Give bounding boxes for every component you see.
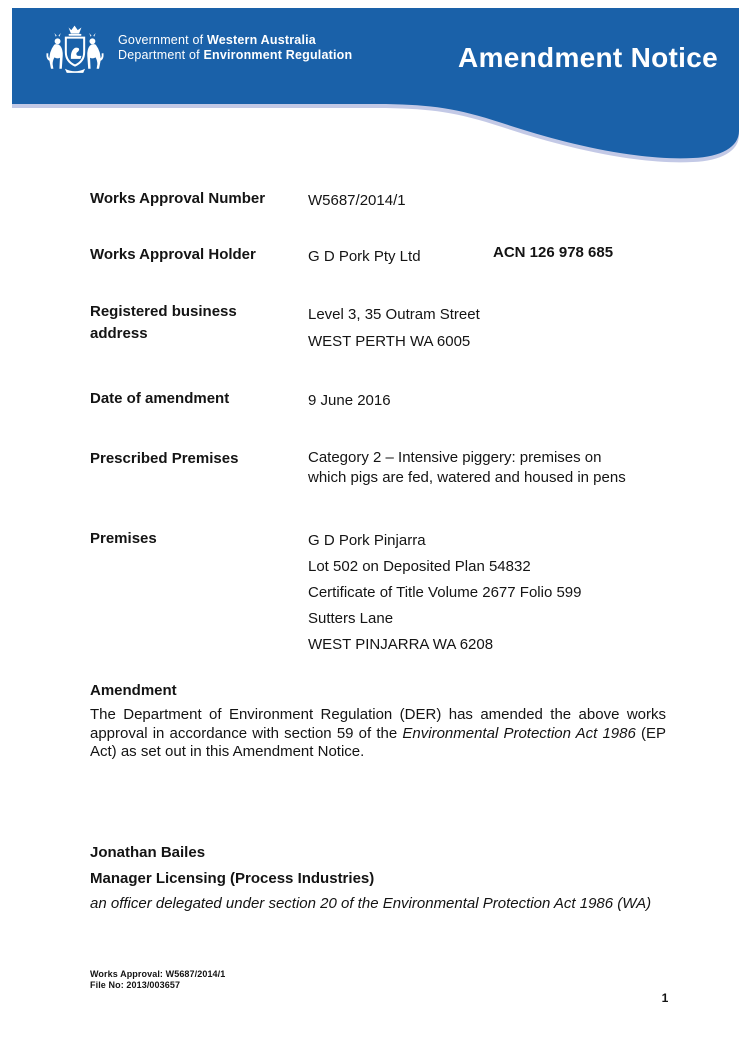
field-value: Category 2 – Intensive piggery: premises on [308,449,602,466]
field-value: W5687/2014/1 [308,192,406,209]
field-value: G D Pork Pinjarra [308,532,426,549]
field-label: Works Approval Holder [90,246,256,263]
signatory-delegation: an officer delegated under section 20 of the Environmental Protection Act 1986 (WA) [90,895,652,912]
government-line1: Government of Western Australia [118,33,316,47]
field-label: Premises [90,530,157,547]
signatory-title: Manager Licensing (Process Industries) [90,870,375,887]
swan-icon [71,48,82,59]
field-label: Registered business address [90,303,237,342]
header-banner [0,0,750,180]
footer-works-approval: Works Approval: W5687/2014/1 [90,969,226,979]
amendment-paragraph: The Department of Environment Regulation (DER) has amended the above works approval in accordance with section 59 of the Environmental Protection Act 1986 (EP Act) as set out in this Amendment Notice. [90,706,666,761]
act-name-italic: Environmental Protection Act 1986 [402,724,636,742]
field-value: Sutters Lane [308,610,394,627]
field-label: Prescribed Premises [90,450,239,467]
government-line2: Department of Environment Regulation [118,48,353,62]
footer-file-no: File No: 2013/003657 [90,980,181,990]
page-title: Amendment Notice [458,42,718,73]
field-value: G D Pork Pty Ltd [308,248,421,265]
field-value: Certificate of Title Volume 2677 Folio 599 [308,584,582,601]
field-value: WEST PINJARRA WA 6208 [308,636,494,653]
field-value: WEST PERTH WA 6005 [308,333,471,350]
field-value: which pigs are fed, watered and housed in pens [308,469,626,486]
government-text-block [118,33,352,63]
page-footer [90,969,225,991]
amendment-heading: Amendment [90,682,177,699]
field-label: Date of amendment [90,390,230,407]
wa-coat-of-arms-icon [42,24,108,86]
field-value: Level 3, 35 Outram Street [308,306,480,323]
field-label: Works Approval Number [90,190,266,207]
kangaroo-right-icon [87,33,103,69]
field-value: 9 June 2016 [308,392,391,409]
crest-base [65,69,85,73]
banner-swoosh [12,8,739,158]
field-value: Lot 502 on Deposited Plan 54832 [308,558,531,575]
page-number: 1 [661,991,669,1005]
kangaroo-left-icon [46,33,62,69]
acn-value: ACN 126 978 685 [493,244,614,261]
signatory-name: Jonathan Bailes [90,844,206,861]
